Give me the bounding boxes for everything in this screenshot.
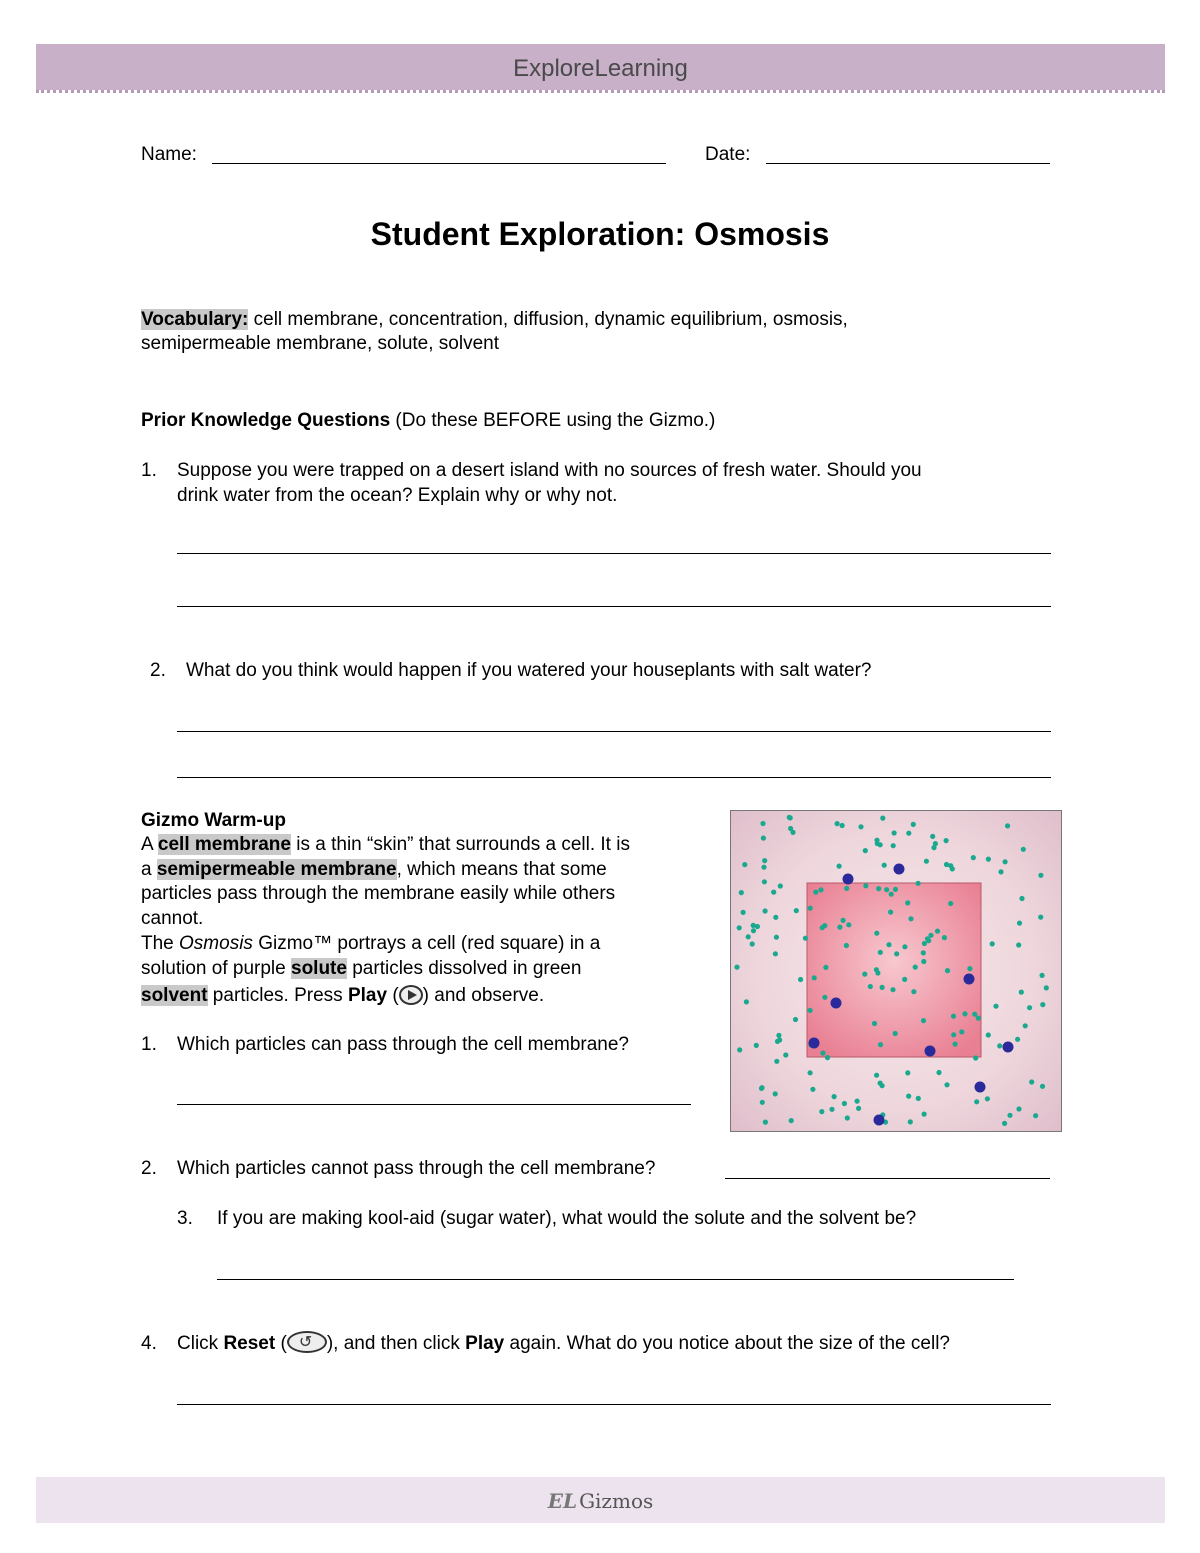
solvent-particle — [921, 959, 926, 964]
solvent-particle — [916, 881, 921, 886]
solute-particle — [1003, 1042, 1014, 1053]
solvent-particle — [761, 865, 766, 870]
solvent-particle — [990, 941, 995, 946]
prior-q2: 2. What do you think would happen if you watered your houseplants with salt water? — [150, 660, 872, 681]
solvent-particle — [953, 1042, 958, 1047]
solvent-particle — [1040, 1002, 1045, 1007]
solvent-particle — [788, 815, 793, 820]
solvent-particle — [742, 862, 747, 867]
solvent-particle — [880, 985, 885, 990]
solvent-particle — [902, 977, 907, 982]
solvent-particle — [818, 887, 823, 892]
solvent-particle — [921, 950, 926, 955]
solvent-particle — [863, 883, 868, 888]
solvent-particle — [924, 859, 929, 864]
solvent-particle — [974, 1099, 979, 1104]
answer-line[interactable] — [177, 553, 1051, 554]
reset-icon — [287, 1331, 327, 1353]
answer-line[interactable] — [177, 1404, 1051, 1405]
header-bar — [36, 44, 1165, 90]
solvent-particle — [789, 1118, 794, 1123]
warmup-paragraph-line: The Osmosis Gizmo™ portrays a cell (red square) in a — [141, 933, 601, 954]
solvent-particle — [759, 1086, 764, 1091]
solvent-particle — [1021, 847, 1026, 852]
solvent-particle — [773, 915, 778, 920]
solvent-particle — [823, 965, 828, 970]
solvent-particle — [754, 1043, 759, 1048]
solvent-particle — [948, 901, 953, 906]
solvent-particle — [945, 968, 950, 973]
solvent-particle — [763, 908, 768, 913]
solvent-particle — [875, 841, 880, 846]
solvent-particle — [874, 931, 879, 936]
answer-line[interactable] — [177, 606, 1051, 607]
solvent-particle — [936, 1070, 941, 1075]
solvent-particle — [906, 1094, 911, 1099]
solvent-particle — [845, 1115, 850, 1120]
warmup-paragraph-line: A cell membrane is a thin “skin” that surrounds a cell. It is — [141, 834, 630, 855]
solvent-particle — [922, 1112, 927, 1117]
solute-particle — [894, 864, 905, 875]
solute-particle — [964, 974, 975, 985]
solvent-particle — [1016, 942, 1021, 947]
solvent-particle — [737, 925, 742, 930]
solvent-particle — [741, 910, 746, 915]
solvent-particle — [893, 1031, 898, 1036]
solvent-particle — [893, 887, 898, 892]
gizmos-logo-icon: EL — [547, 1489, 578, 1513]
solvent-particle — [819, 1109, 824, 1114]
solvent-particle — [803, 936, 808, 941]
solvent-particle — [973, 1055, 978, 1060]
solvent-particle — [760, 1100, 765, 1105]
solvent-particle — [841, 918, 846, 923]
solvent-particle — [916, 1096, 921, 1101]
solvent-particle — [944, 838, 949, 843]
solvent-particle — [858, 824, 863, 829]
solute-particle — [809, 1038, 820, 1049]
footer-bar — [36, 1477, 1165, 1523]
date-label: Date: — [705, 144, 751, 165]
solvent-particle — [886, 942, 891, 947]
vocabulary-line-2: semipermeable membrane, solute, solvent — [141, 333, 500, 354]
solvent-particle — [751, 923, 756, 928]
solvent-particle — [872, 1021, 877, 1026]
solvent-particle — [868, 984, 873, 989]
solvent-particle — [829, 1107, 834, 1112]
solvent-particle — [950, 866, 955, 871]
date-field-line[interactable] — [766, 163, 1050, 164]
solvent-particle — [878, 1042, 883, 1047]
solvent-particle — [813, 890, 818, 895]
solvent-particle — [832, 1094, 837, 1099]
solvent-particle — [798, 977, 803, 982]
solvent-particle — [820, 1051, 825, 1056]
answer-line[interactable] — [725, 1178, 1050, 1179]
solvent-particle — [905, 1070, 910, 1075]
solvent-particle — [889, 892, 894, 897]
solvent-particle — [837, 864, 842, 869]
solvent-particle — [892, 830, 897, 835]
solvent-particle — [739, 890, 744, 895]
osmosis-simulation-image — [730, 810, 1062, 1132]
solvent-particle — [1029, 1079, 1034, 1084]
solvent-particle — [944, 1082, 949, 1087]
solvent-particle — [913, 965, 918, 970]
solute-particle — [831, 998, 842, 1009]
solvent-particle — [1019, 896, 1024, 901]
solvent-particle — [951, 1032, 956, 1037]
solvent-particle — [844, 886, 849, 891]
header-divider — [36, 90, 1165, 93]
answer-line[interactable] — [217, 1279, 1014, 1280]
prior-q1-line-2: drink water from the ocean? Explain why or why not. — [177, 485, 618, 506]
solvent-particle — [793, 1017, 798, 1022]
solvent-particle — [788, 826, 793, 831]
cell-square — [807, 883, 981, 1057]
solvent-particle — [844, 943, 849, 948]
solvent-particle — [902, 944, 907, 949]
solvent-particle — [944, 862, 949, 867]
warmup-paragraph-line: solvent particles. Press Play ( ) and observe. — [141, 985, 545, 1006]
solvent-particle — [976, 1016, 981, 1021]
name-label: Name: — [141, 144, 197, 165]
solvent-particle — [822, 923, 827, 928]
solvent-particle — [778, 883, 783, 888]
solvent-particle — [734, 965, 739, 970]
solvent-particle — [1044, 985, 1049, 990]
solvent-particle — [777, 1037, 782, 1042]
solvent-particle — [761, 836, 766, 841]
solvent-particle — [737, 1047, 742, 1052]
solvent-particle — [891, 843, 896, 848]
solvent-particle — [1016, 1106, 1021, 1111]
solvent-particle — [1027, 1005, 1032, 1010]
solvent-particle — [908, 916, 913, 921]
solvent-particle — [888, 910, 893, 915]
name-field-line[interactable] — [212, 163, 666, 164]
solvent-particle — [773, 951, 778, 956]
solvent-particle — [997, 1043, 1002, 1048]
solvent-particle — [986, 1032, 991, 1037]
solvent-particle — [842, 1101, 847, 1106]
solvent-particle — [959, 1029, 964, 1034]
solvent-particle — [863, 848, 868, 853]
solvent-particle — [763, 1120, 768, 1125]
solvent-particle — [972, 1012, 977, 1017]
solvent-particle — [908, 1119, 913, 1124]
solvent-particle — [808, 1070, 813, 1075]
solvent-particle — [812, 975, 817, 980]
solvent-particle — [998, 869, 1003, 874]
solvent-particle — [822, 995, 827, 1000]
solvent-particle — [884, 887, 889, 892]
prior-knowledge-heading: Prior Knowledge Questions (Do these BEFORE using the Gizmo.) — [141, 410, 716, 431]
solvent-particle — [1003, 859, 1008, 864]
solvent-particle — [1023, 1023, 1028, 1028]
solvent-particle — [935, 929, 940, 934]
warmup-paragraph-line: particles pass through the membrane easily while others — [141, 883, 616, 904]
solvent-particle — [776, 1033, 781, 1038]
solvent-particle — [1002, 1121, 1007, 1126]
solvent-particle — [762, 879, 767, 884]
solvent-particle — [808, 1008, 813, 1013]
warmup-heading: Gizmo Warm-up — [141, 810, 286, 831]
solvent-particle — [1033, 1113, 1038, 1118]
solvent-particle — [1040, 973, 1045, 978]
solvent-particle — [874, 967, 879, 972]
vocabulary-line-1: Vocabulary: cell membrane, concentration, diffusion, dynamic equilibrium, osmosis, — [141, 309, 848, 330]
solvent-particle — [771, 890, 776, 895]
solvent-particle — [993, 1004, 998, 1009]
brand-logo: ExploreLearning — [513, 55, 688, 82]
solvent-particle — [783, 1052, 788, 1057]
warmup-q1: 1. Which particles can pass through the cell membrane? — [141, 1034, 630, 1055]
solvent-particle — [862, 972, 867, 977]
solvent-particle — [874, 1073, 879, 1078]
solvent-particle — [930, 834, 935, 839]
warmup-q4: 4. Click Reset (↺ ), and then click Play again. What do you notice about the size of the cell? — [141, 1331, 950, 1356]
page-title: Student Exploration: Osmosis — [370, 216, 830, 252]
solvent-particle — [911, 989, 916, 994]
footer-brand: EL Gizmos — [547, 1489, 654, 1513]
solvent-particle — [856, 1106, 861, 1111]
solvent-particle — [880, 816, 885, 821]
solvent-particle — [1005, 823, 1010, 828]
prior-q1: 1. Suppose you were trapped on a desert island with no sources of fresh water. Should you — [141, 460, 922, 481]
solute-particle — [874, 1115, 885, 1126]
solvent-particle — [921, 1018, 926, 1023]
answer-line[interactable] — [177, 777, 1051, 778]
solvent-particle — [825, 1055, 830, 1060]
solute-particle — [975, 1082, 986, 1093]
solvent-particle — [890, 987, 895, 992]
solvent-particle — [808, 906, 813, 911]
solvent-particle — [750, 941, 755, 946]
solvent-particle — [1040, 1084, 1045, 1089]
solvent-particle — [876, 886, 881, 891]
solvent-particle — [751, 928, 756, 933]
solvent-particle — [1017, 921, 1022, 926]
warmup-paragraph-line: a semipermeable membrane, which means that some — [141, 859, 607, 880]
answer-line[interactable] — [177, 1104, 691, 1105]
solvent-particle — [878, 950, 883, 955]
solvent-particle — [835, 821, 840, 826]
solvent-particle — [882, 863, 887, 868]
solvent-particle — [905, 900, 910, 905]
solvent-particle — [942, 935, 947, 940]
solvent-particle — [928, 933, 933, 938]
solvent-particle — [894, 951, 899, 956]
solvent-particle — [931, 845, 936, 850]
warmup-q2: 2. Which particles cannot pass through the cell membrane? — [141, 1158, 656, 1179]
solvent-particle — [911, 822, 916, 827]
solvent-particle — [985, 1096, 990, 1101]
solvent-particle — [794, 908, 799, 913]
solvent-particle — [774, 935, 779, 940]
solvent-particle — [1038, 873, 1043, 878]
osmosis-particles — [731, 811, 1061, 1131]
warmup-paragraph-line: solution of purple solute particles dissolved in green — [141, 958, 582, 979]
solvent-particle — [773, 1091, 778, 1096]
solvent-particle — [1007, 1113, 1012, 1118]
solvent-particle — [878, 1081, 883, 1086]
solvent-particle — [837, 925, 842, 930]
solvent-particle — [762, 858, 767, 863]
solute-particle — [843, 874, 854, 885]
solvent-particle — [840, 823, 845, 828]
solvent-particle — [986, 857, 991, 862]
solvent-particle — [746, 934, 751, 939]
solvent-particle — [1015, 1037, 1020, 1042]
warmup-q3: 3. If you are making kool-aid (sugar water), what would the solute and the solvent be? — [177, 1208, 917, 1229]
solvent-particle — [962, 1011, 967, 1016]
answer-line[interactable] — [177, 731, 1051, 732]
solvent-particle — [855, 1099, 860, 1104]
solvent-particle — [744, 999, 749, 1004]
vocabulary-label: Vocabulary: — [141, 309, 249, 330]
solvent-particle — [1019, 990, 1024, 995]
solvent-particle — [846, 922, 851, 927]
solvent-particle — [760, 821, 765, 826]
solvent-particle — [967, 966, 972, 971]
solvent-particle — [810, 1087, 815, 1092]
solvent-particle — [971, 855, 976, 860]
solvent-particle — [1038, 915, 1043, 920]
solvent-particle — [906, 831, 911, 836]
solvent-particle — [922, 941, 927, 946]
warmup-paragraph-line: cannot. — [141, 908, 204, 929]
play-icon — [399, 985, 423, 1005]
solvent-particle — [951, 1014, 956, 1019]
solute-particle — [925, 1046, 936, 1057]
solvent-particle — [774, 1059, 779, 1064]
